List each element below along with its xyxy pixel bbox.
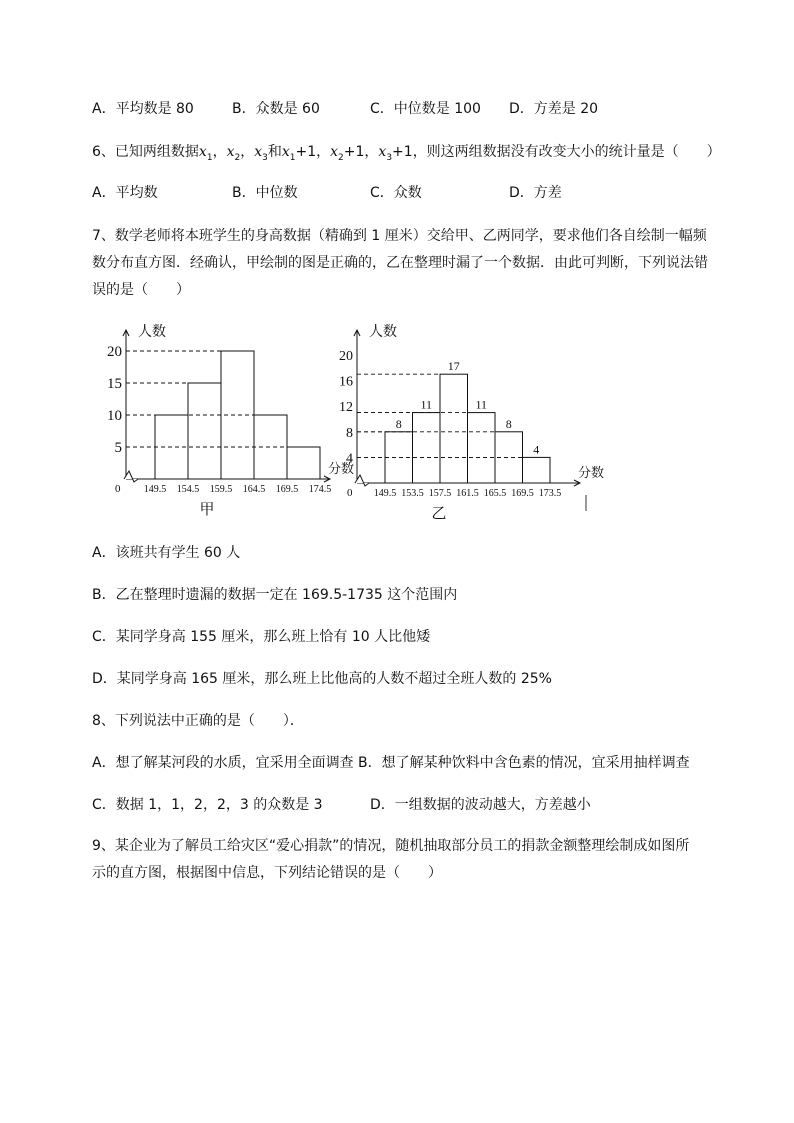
y-tick-label: 10 xyxy=(107,408,122,424)
q8-stem: 8、下列说法中正确的是（ ）． xyxy=(92,713,304,729)
q5-option-a: A．平均数是 80 xyxy=(92,101,194,117)
y-tick-label: 15 xyxy=(107,376,122,392)
q6-mid: 和 xyxy=(267,144,282,160)
q6-sep: ， xyxy=(212,144,227,160)
x-tick-label: 173.5 xyxy=(538,488,562,499)
q6-sep: ， xyxy=(316,144,331,160)
q6-option-b: B．中位数 xyxy=(232,185,298,201)
q5-option-d: D．方差是 20 xyxy=(509,101,599,117)
q6-var: x xyxy=(378,144,387,160)
x-tick-label: 159.5 xyxy=(209,484,233,495)
x-tick-label: 157.5 xyxy=(428,488,452,499)
bar-data-label: 17 xyxy=(447,359,460,374)
q6-plus: +1 xyxy=(343,144,365,160)
q7-histograms xyxy=(0,320,794,530)
histogram-bar xyxy=(188,383,221,479)
q9-stem-line2: 示的直方图，根据图中信息，下列结论错误的是（ ） xyxy=(92,865,442,881)
x-tick-label: 154.5 xyxy=(176,484,200,495)
q7-stem-line2: 数分布直方图．经确认，甲绘制的图是正确的，乙在整理时漏了一个数据．由此可判断，下列说法错 xyxy=(92,255,708,271)
chart-caption: 乙 xyxy=(431,504,447,522)
bar-data-label: 8 xyxy=(395,416,402,431)
q6-stem xyxy=(92,143,721,167)
histogram-bar xyxy=(523,457,551,483)
histogram-yi xyxy=(339,323,604,522)
histogram-jia xyxy=(107,323,354,518)
histogram-bar xyxy=(413,413,441,483)
q6-sub: 2 xyxy=(338,152,344,163)
x-tick-label: 153.5 xyxy=(401,488,424,499)
chart-caption: 甲 xyxy=(199,500,215,518)
y-axis-title: 人数 xyxy=(369,324,397,340)
x-tick-label: 164.5 xyxy=(242,484,266,495)
q6-sub: 2 xyxy=(234,152,241,163)
y-tick-label: 20 xyxy=(107,344,122,360)
histogram-bar xyxy=(468,413,496,483)
q7-option-b: B．乙在整理时遗漏的数据一定在 169.5-1735 这个范围内 xyxy=(92,587,458,603)
q6-var: x xyxy=(226,144,235,160)
q6-var: x xyxy=(198,144,207,160)
x-tick-label: 169.5 xyxy=(275,484,299,495)
bar-data-label: 8 xyxy=(505,416,512,431)
q6-plus: +1 xyxy=(295,144,317,160)
q7-option-c: C．某同学身高 155 厘米，那么班上恰有 10 人比他矮 xyxy=(92,629,431,645)
histogram-bar xyxy=(440,374,468,483)
q9-stem-line1: 9、某企业为了解员工给灾区“爱心捐款”的情况，随机抽取部分员工的捐款金额整理绘制成如图所 xyxy=(92,838,690,854)
y-tick-label: 20 xyxy=(339,349,353,364)
bar-data-label: 11 xyxy=(420,397,433,412)
q6-sub: 1 xyxy=(289,152,296,163)
x-tick-label: 161.5 xyxy=(456,488,479,499)
x-tick-label: 169.5 xyxy=(511,488,534,499)
x-tick-label: 174.5 xyxy=(308,484,332,495)
q6-option-c: C．众数 xyxy=(370,185,422,201)
x-tick-label: 149.5 xyxy=(143,484,167,495)
q7-stem-line1: 7、数学老师将本班学生的身高数据（精确到 1 厘米）交给甲、乙两同学，要求他们各自绘制一幅频 xyxy=(92,228,707,244)
q6-sub: 3 xyxy=(386,152,393,163)
q6-var: x xyxy=(254,144,263,160)
y-tick-label: 8 xyxy=(346,425,353,441)
q6-sub: 3 xyxy=(262,152,268,163)
origin-label: 0 xyxy=(347,487,353,499)
q8-option-d: D．一组数据的波动越大，方差越小 xyxy=(370,797,591,813)
bar-data-label: 4 xyxy=(533,442,540,457)
q6-suffix: ，则这两组数据没有改变大小的统计量是（ ） xyxy=(412,144,721,160)
x-axis-title: 分数 xyxy=(328,462,355,477)
bar-data-label: 11 xyxy=(475,397,488,412)
q6-option-a: A．平均数 xyxy=(92,185,158,201)
q7-option-d: D．某同学身高 165 厘米，那么班上比他高的人数不超过全班人数的 25% xyxy=(92,671,552,687)
x-tick-label: 165.5 xyxy=(483,488,507,499)
q6-prefix: 6、已知两组数据 xyxy=(92,144,199,160)
q8-option-ab: A．想了解某河段的水质，宜采用全面调查 B．想了解某种饮料中含色素的情况，宜采用抽样调查 xyxy=(92,755,690,771)
q5-option-c: C．中位数是 100 xyxy=(370,101,481,117)
x-axis-title: 分数 xyxy=(578,466,605,481)
y-tick-label: 16 xyxy=(339,374,353,390)
y-axis-title: 人数 xyxy=(138,324,166,340)
q8-option-c: C．数据 1，1，2，2，3 的众数是 3 xyxy=(92,797,323,813)
q6-sep: ， xyxy=(240,144,255,160)
q6-sub: 1 xyxy=(206,152,213,163)
y-tick-label: 12 xyxy=(339,400,353,416)
histogram-bar xyxy=(287,447,320,479)
q7-stem-line3: 误的是（ ） xyxy=(92,282,190,298)
q5-option-b: B．众数是 60 xyxy=(232,101,320,117)
q6-var: x xyxy=(330,144,339,160)
x-tick-label: 149.5 xyxy=(373,488,397,499)
q6-plus: +1 xyxy=(392,144,413,160)
q6-option-d: D．方差 xyxy=(509,185,562,201)
origin-label: 0 xyxy=(115,483,121,495)
y-tick-label: 4 xyxy=(346,451,353,467)
q7-option-a: A．该班共有学生 60 人 xyxy=(92,545,241,561)
q6-var: x xyxy=(281,144,290,160)
y-tick-label: 5 xyxy=(114,440,122,456)
q6-sep: ， xyxy=(364,144,379,160)
